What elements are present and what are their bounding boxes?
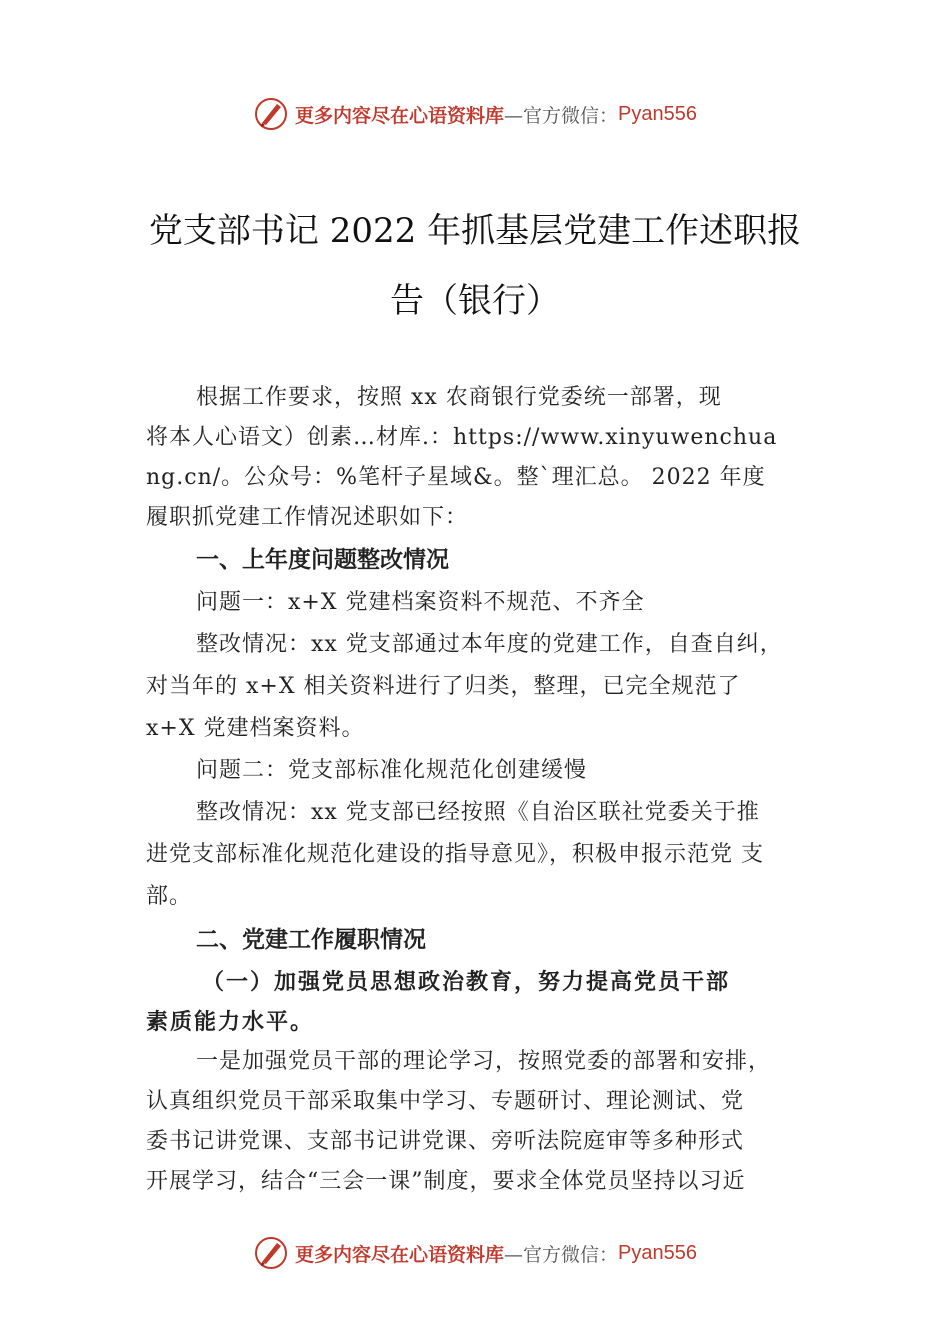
body-line-2: 认真组织党员干部采取集中学习、专题研讨、理论测试、党 xyxy=(146,1089,745,1114)
rectification-1-line-1: 整改情况：xx 党支部通过本年度的党建工作，自查自纠， xyxy=(196,632,783,657)
watermark-banner-top xyxy=(0,94,950,134)
watermark-wechat-label: —官方微信： xyxy=(504,1243,619,1266)
title-line-2: 告（银行） xyxy=(390,281,560,321)
subsection-1-line-2: 素质能力水平。 xyxy=(146,1009,315,1035)
intro-line-1: 根据工作要求，按照 xx 农商银行党委统一部署，现 xyxy=(196,385,722,410)
rectification-1-line-2: 对当年的 x+X 相关资料进行了归类，整理，已完全规范了 xyxy=(146,674,741,699)
pen-logo-icon xyxy=(253,1235,289,1271)
watermark-wechat-id: Pyan556 xyxy=(618,102,697,125)
watermark-banner-bottom xyxy=(0,1233,950,1273)
title-line-1: 党支部书记 2022 年抓基层党建工作述职报 xyxy=(148,211,802,251)
intro-line-2: 将本人心语文）创素…材库.：https://www.xinyuwenchua xyxy=(146,425,778,450)
watermark-site-name: 更多内容尽在心语资料库 xyxy=(295,104,505,127)
watermark-wechat-id: Pyan556 xyxy=(618,1241,697,1264)
intro-line-3: ng.cn/。公众号：%笔杆子星域&。整`理汇总。 2022 年度 xyxy=(146,465,766,490)
rectification-2-line-2: 进党支部标准化规范化建设的指导意见》，积极申报示范党 支 xyxy=(146,842,764,867)
rectification-2-line-3: 部。 xyxy=(146,884,193,909)
body-line-1: 一是加强党员干部的理论学习，按照党委的部署和安排， xyxy=(196,1049,772,1074)
document-body xyxy=(146,378,826,1202)
rectification-2-line-1: 整改情况：xx 党支部已经按照《自治区联社党委关于推 xyxy=(196,800,760,825)
pen-logo-icon xyxy=(253,96,289,132)
body-line-3: 委书记讲党课、支部书记讲党课、旁听法院庭审等多种形式 xyxy=(146,1129,745,1154)
problem-2: 问题二：党支部标准化规范化创建缓慢 xyxy=(196,758,588,783)
document-title xyxy=(110,196,840,336)
subsection-1-line-1: （一）加强党员思想政治教育，努力提高党员干部 xyxy=(202,969,731,995)
watermark-wechat-label: —官方微信： xyxy=(504,104,619,127)
section-heading-1: 一、上年度问题整改情况 xyxy=(196,547,449,573)
section-heading-2: 二、党建工作履职情况 xyxy=(196,927,426,953)
body-line-4: 开展学习，结合“三会一课”制度，要求全体党员坚持以习近 xyxy=(146,1169,746,1194)
intro-line-4: 履职抓党建工作情况述职如下： xyxy=(146,505,469,530)
rectification-1-line-3: x+X 党建档案资料。 xyxy=(146,716,365,741)
watermark-site-name: 更多内容尽在心语资料库 xyxy=(295,1243,505,1266)
problem-1: 问题一：x+X 党建档案资料不规范、不齐全 xyxy=(196,590,645,615)
